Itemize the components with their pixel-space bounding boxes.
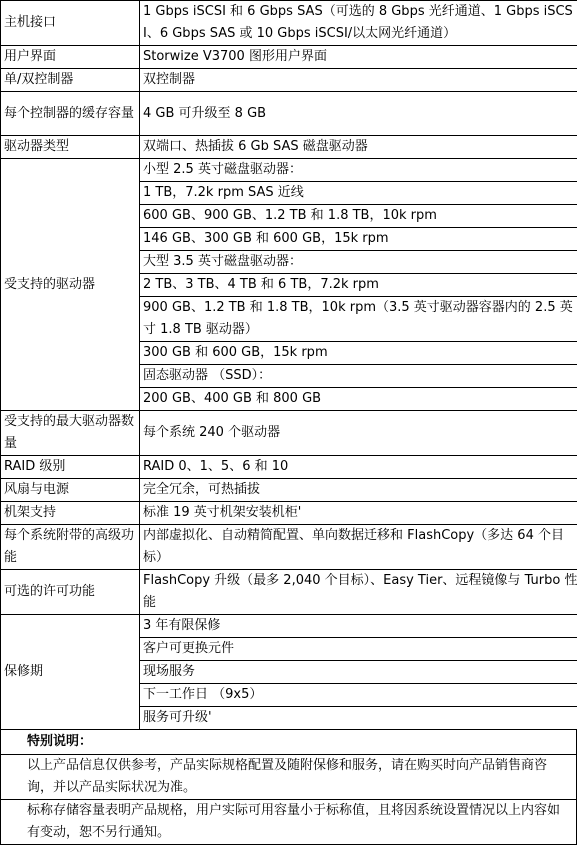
warranty-item: 下一工作日 （9x5） <box>140 684 577 707</box>
label-drive-type: 驱动器类型 <box>1 136 140 159</box>
value-controllers: 双控制器 <box>140 69 577 92</box>
table-row <box>1 159 577 182</box>
table-row <box>1 92 577 136</box>
warranty-item: 服务可升级' <box>140 707 577 730</box>
label-warranty: 保修期 <box>1 615 140 730</box>
label-supported-drives: 受支持的驱动器 <box>1 159 140 411</box>
label-optional-license: 可选的许可功能 <box>1 570 140 615</box>
drive-item: 600 GB、900 GB、1.2 TB 和 1.8 TB，10k rpm <box>140 205 577 228</box>
label-host-interface: 主机接口 <box>1 1 140 46</box>
notes-heading: 特别说明： <box>0 730 577 755</box>
spec-table-body <box>1 1 577 730</box>
drive-item: 大型 3.5 英寸磁盘驱动器： <box>140 251 577 274</box>
drive-item: 200 GB、400 GB 和 800 GB <box>140 388 577 411</box>
drive-item: 300 GB 和 600 GB，15k rpm <box>140 342 577 365</box>
label-controllers: 单/双控制器 <box>1 69 140 92</box>
value-max-drives: 每个系统 240 个驱动器 <box>140 411 577 456</box>
table-row <box>1 69 577 92</box>
label-max-drives: 受支持的最大驱动器数量 <box>1 411 140 456</box>
table-row <box>1 479 577 502</box>
value-fan-power: 完全冗余，可热插拔 <box>140 479 577 502</box>
label-rack: 机架支持 <box>1 502 140 525</box>
warranty-item: 客户可更换元件 <box>140 638 577 661</box>
drive-item: 1 TB，7.2k rpm SAS 近线 <box>140 182 577 205</box>
value-drive-type: 双端口、热插拔 6 Gb SAS 磁盘驱动器 <box>140 136 577 159</box>
drive-item: 小型 2.5 英寸磁盘驱动器： <box>140 159 577 182</box>
special-notes <box>0 730 577 845</box>
table-row <box>1 615 577 638</box>
note-line: 标称存储容量表明产品规格，用户实际可用容量小于标称值，且将因系统设置情况以上内容如有变动，恕不另行通知。 <box>0 800 577 845</box>
warranty-item: 3 年有限保修 <box>140 615 577 638</box>
table-row <box>1 570 577 615</box>
value-rack: 标准 19 英寸机架安装机柜' <box>140 502 577 525</box>
table-row <box>1 411 577 456</box>
label-user-interface: 用户界面 <box>1 46 140 69</box>
table-row <box>1 525 577 570</box>
table-row <box>1 136 577 159</box>
label-fan-power: 风扇与电源 <box>1 479 140 502</box>
table-row <box>1 1 577 46</box>
value-raid: RAID 0、1、5、6 和 10 <box>140 456 577 479</box>
label-cache: 每个控制器的缓存容量 <box>1 92 140 136</box>
drive-item: 固态驱动器 （SSD）： <box>140 365 577 388</box>
warranty-item: 现场服务 <box>140 661 577 684</box>
value-user-interface: Storwize V3700 图形用户界面 <box>140 46 577 69</box>
value-optional-license: FlashCopy 升级（最多 2,040 个目标）、Easy Tier、远程镜像与 Turbo 性能 <box>140 570 577 615</box>
drive-item: 900 GB、1.2 TB 和 1.8 TB，10k rpm（3.5 英寸驱动器容器内的 2.5 英寸 1.8 TB 驱动器） <box>140 297 577 342</box>
table-row <box>1 502 577 525</box>
drive-item: 146 GB、300 GB 和 600 GB，15k rpm <box>140 228 577 251</box>
table-row <box>1 46 577 69</box>
label-raid: RAID 级别 <box>1 456 140 479</box>
note-line: 以上产品信息仅供参考，产品实际规格配置及随附保修和服务，请在购买时向产品销售商咨询，并以产品实际状况为准。 <box>0 755 577 800</box>
value-host-interface: 1 Gbps iSCSI 和 6 Gbps SAS（可选的 8 Gbps 光纤通道、1 Gbps iSCSI、6 Gbps SAS 或 10 Gbps iSCSI/以太网光纤通道） <box>140 1 577 46</box>
drive-item: 2 TB、3 TB、4 TB 和 6 TB，7.2k rpm <box>140 274 577 297</box>
table-row <box>1 456 577 479</box>
value-advanced-features: 内部虚拟化、自动精简配置、单向数据迁移和 FlashCopy（多达 64 个目标） <box>140 525 577 570</box>
value-cache: 4 GB 可升级至 8 GB <box>140 92 577 136</box>
label-advanced-features: 每个系统附带的高级功能 <box>1 525 140 570</box>
